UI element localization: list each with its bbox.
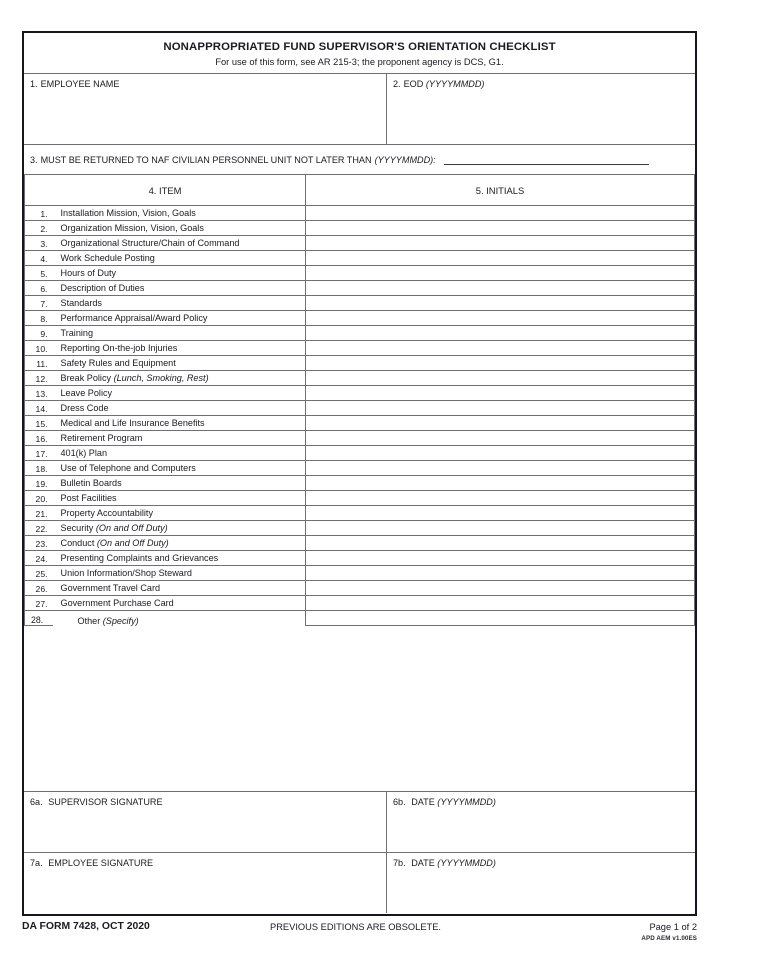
checklist-initials-cell[interactable] — [306, 536, 695, 551]
checklist-item-number: 12. — [25, 371, 53, 386]
checklist-item-hint: (On and Off Duty) — [95, 523, 168, 534]
checklist-item-text: Organization Mission, Vision, Goals — [60, 223, 204, 234]
checklist-item-number: 28. — [25, 611, 53, 626]
employee-date-label: DATE — [411, 858, 435, 869]
checklist-item-label — [53, 461, 306, 476]
eod-format-hint: (YYYYMMDD) — [425, 79, 485, 90]
checklist-item-label — [53, 251, 306, 266]
checklist-initials-cell[interactable] — [306, 611, 695, 626]
checklist-item-label-other — [53, 611, 306, 626]
checklist-row — [25, 356, 695, 371]
checklist-table — [24, 175, 695, 626]
checklist-initials-cell[interactable] — [306, 476, 695, 491]
checklist-item-number: 14. — [25, 401, 53, 416]
checklist-item-text: Installation Mission, Vision, Goals — [60, 208, 196, 219]
checklist-item-text: Presenting Complaints and Grievances — [60, 553, 219, 564]
checklist-row — [25, 416, 695, 431]
checklist-item-number: 2. — [25, 221, 53, 236]
checklist-item-text: Training — [60, 328, 94, 339]
checklist-initials-cell[interactable] — [306, 386, 695, 401]
employee-signature-row — [24, 853, 695, 913]
column-header-initials: 5. INITIALS — [306, 175, 695, 206]
supervisor-signature-field[interactable] — [24, 792, 387, 852]
checklist-item-label — [53, 341, 306, 356]
supervisor-date-number: 6b. — [393, 797, 406, 808]
checklist-item-number: 15. — [25, 416, 53, 431]
checklist-initials-cell[interactable] — [306, 266, 695, 281]
checklist-item-text: Break Policy — [60, 373, 112, 384]
checklist-item-label — [53, 551, 306, 566]
checklist-row — [25, 221, 695, 236]
checklist-item-number: 21. — [25, 506, 53, 521]
return-by-label: MUST BE RETURNED TO NAF CIVILIAN PERSONNEL UNIT NOT LATER THAN — [40, 154, 372, 165]
checklist-initials-cell[interactable] — [306, 461, 695, 476]
checklist-item-label — [53, 221, 306, 236]
checklist-initials-cell[interactable] — [306, 521, 695, 536]
checklist-row — [25, 311, 695, 326]
checklist-item-text: Union Information/Shop Steward — [60, 568, 192, 579]
checklist-initials-cell[interactable] — [306, 251, 695, 266]
checklist-row — [25, 251, 695, 266]
checklist-item-number: 9. — [25, 326, 53, 341]
checklist-initials-cell[interactable] — [306, 566, 695, 581]
checklist-body — [25, 206, 695, 626]
checklist-row — [25, 596, 695, 611]
checklist-item-number: 10. — [25, 341, 53, 356]
eod-label: EOD — [403, 79, 424, 90]
checklist-item-text: Performance Appraisal/Award Policy — [60, 313, 208, 324]
checklist-row — [25, 401, 695, 416]
checklist-row — [25, 371, 695, 386]
checklist-initials-cell[interactable] — [306, 491, 695, 506]
checklist-item-text: Description of Duties — [60, 283, 145, 294]
checklist-item-number: 4. — [25, 251, 53, 266]
column-header-item: 4. ITEM — [25, 175, 306, 206]
checklist-item-number: 18. — [25, 461, 53, 476]
checklist-item-label — [53, 296, 306, 311]
checklist-row — [25, 206, 695, 221]
supervisor-signature-row — [24, 792, 695, 853]
checklist-item-number: 23. — [25, 536, 53, 551]
checklist-row — [25, 506, 695, 521]
employee-name-number: 1. — [30, 79, 38, 90]
checklist-initials-cell[interactable] — [306, 506, 695, 521]
checklist-initials-cell[interactable] — [306, 221, 695, 236]
checklist-item-label — [53, 371, 306, 386]
checklist-initials-cell[interactable] — [306, 551, 695, 566]
eod-number: 2. — [393, 79, 401, 90]
checklist-item-label — [53, 236, 306, 251]
checklist-item-label — [53, 386, 306, 401]
checklist-row — [25, 491, 695, 506]
checklist-row-other — [25, 611, 695, 626]
checklist-item-text: Standards — [60, 298, 102, 309]
checklist-item-text: Reporting On-the-job Injuries — [60, 343, 178, 354]
checklist-item-number: 13. — [25, 386, 53, 401]
checklist-item-text: Post Facilities — [60, 493, 117, 504]
checklist-item-number: 27. — [25, 596, 53, 611]
page-number: Page 1 of 2 — [649, 922, 697, 932]
checklist-item-label — [53, 416, 306, 431]
checklist-initials-cell[interactable] — [306, 401, 695, 416]
checklist-item-number: 19. — [25, 476, 53, 491]
checklist-item-number: 20. — [25, 491, 53, 506]
checklist-item-number: 1. — [25, 206, 53, 221]
checklist-item-label — [53, 581, 306, 596]
checklist-row — [25, 581, 695, 596]
supervisor-date-format-hint: (YYYYMMDD) — [437, 797, 496, 808]
checklist-item-label — [53, 266, 306, 281]
checklist-item-number: 16. — [25, 431, 53, 446]
checklist-item-text: Government Travel Card — [60, 583, 161, 594]
checklist-item-label — [53, 536, 306, 551]
checklist-initials-cell[interactable] — [306, 446, 695, 461]
checklist-row — [25, 236, 695, 251]
checklist-item-label — [53, 596, 306, 611]
checklist-row — [25, 446, 695, 461]
checklist-initials-cell[interactable] — [306, 236, 695, 251]
checklist-item-text: Work Schedule Posting — [60, 253, 155, 264]
checklist-item-hint: (Lunch, Smoking, Rest) — [113, 373, 209, 384]
checklist-item-hint: (On and Off Duty) — [96, 538, 169, 549]
employee-date-number: 7b. — [393, 858, 406, 869]
checklist-initials-cell[interactable] — [306, 596, 695, 611]
checklist-item-label — [53, 446, 306, 461]
checklist-row — [25, 476, 695, 491]
checklist-item-hint: (Specify) — [102, 615, 139, 626]
checklist-initials-cell[interactable] — [306, 206, 695, 221]
checklist-item-number: 22. — [25, 521, 53, 536]
employee-name-field[interactable] — [24, 74, 387, 144]
checklist-item-text: 401(k) Plan — [60, 448, 108, 459]
checklist-item-label — [53, 506, 306, 521]
employee-signature-label: EMPLOYEE SIGNATURE — [48, 858, 154, 869]
checklist-initials-cell[interactable] — [306, 311, 695, 326]
form-number: DA FORM 7428, OCT 2020 — [22, 921, 150, 932]
checklist-row — [25, 296, 695, 311]
checklist-initials-cell[interactable] — [306, 341, 695, 356]
checklist-item-label — [53, 521, 306, 536]
checklist-item-text: Other — [77, 615, 101, 626]
checklist-item-label — [53, 206, 306, 221]
checklist-row — [25, 326, 695, 341]
employee-date-format-hint: (YYYYMMDD) — [437, 858, 496, 869]
checklist-item-text: Retirement Program — [60, 433, 143, 444]
supervisor-date-label: DATE — [411, 797, 435, 808]
checklist-row — [25, 431, 695, 446]
checklist-item-text: Conduct — [60, 538, 95, 549]
checklist-item-label — [53, 311, 306, 326]
checklist-item-text: Dress Code — [60, 403, 109, 414]
employee-signature-field[interactable] — [24, 853, 387, 913]
checklist-item-label — [53, 281, 306, 296]
supervisor-date-field[interactable] — [387, 792, 695, 852]
return-by-number: 3. — [30, 154, 38, 165]
form-footer — [22, 921, 732, 957]
checklist-row — [25, 551, 695, 566]
checklist-item-text: Bulletin Boards — [60, 478, 122, 489]
checklist-item-number: 8. — [25, 311, 53, 326]
employee-signature-number: 7a. — [30, 858, 43, 869]
title-block — [24, 33, 695, 74]
checklist-initials-cell[interactable] — [306, 296, 695, 311]
checklist-item-label — [53, 326, 306, 341]
checklist-initials-cell[interactable] — [306, 416, 695, 431]
apd-version: APD AEM v1.00ES — [641, 935, 697, 942]
checklist-item-number: 24. — [25, 551, 53, 566]
return-by-input[interactable] — [444, 155, 649, 165]
checklist-row — [25, 566, 695, 581]
checklist-item-text: Medical and Life Insurance Benefits — [60, 418, 205, 429]
supervisor-signature-number: 6a. — [30, 797, 43, 808]
checklist-item-text: Security — [60, 523, 94, 534]
checklist-item-number: 25. — [25, 566, 53, 581]
checklist-item-number: 5. — [25, 266, 53, 281]
form-box — [22, 31, 697, 916]
checklist-item-text: Use of Telephone and Computers — [60, 463, 196, 474]
employee-name-label: EMPLOYEE NAME — [40, 79, 120, 90]
return-by-format-hint: (YYYYMMDD): — [374, 154, 436, 165]
checklist-initials-cell[interactable] — [306, 371, 695, 386]
checklist-item-text: Hours of Duty — [60, 268, 117, 279]
checklist-item-label — [53, 566, 306, 581]
checklist-row — [25, 461, 695, 476]
return-by-row — [24, 145, 695, 175]
checklist-initials-cell[interactable] — [306, 281, 695, 296]
checklist-item-label — [53, 401, 306, 416]
eod-field[interactable] — [387, 74, 695, 144]
checklist-item-number: 26. — [25, 581, 53, 596]
checklist-initials-cell[interactable] — [306, 431, 695, 446]
checklist-item-text: Government Purchase Card — [60, 598, 174, 609]
checklist-item-text: Property Accountability — [60, 508, 154, 519]
checklist-item-number: 17. — [25, 446, 53, 461]
checklist-initials-cell[interactable] — [306, 326, 695, 341]
checklist-row — [25, 521, 695, 536]
checklist-item-label — [53, 491, 306, 506]
supervisor-signature-label: SUPERVISOR SIGNATURE — [48, 797, 163, 808]
other-specify-open-area[interactable] — [24, 626, 695, 792]
checklist-item-text: Organizational Structure/Chain of Command — [60, 238, 240, 249]
checklist-item-label — [53, 356, 306, 371]
checklist-row — [25, 341, 695, 356]
checklist-initials-cell[interactable] — [306, 581, 695, 596]
employee-date-field[interactable] — [387, 853, 695, 913]
checklist-item-number: 6. — [25, 281, 53, 296]
checklist-header-row — [25, 175, 695, 206]
checklist-item-number: 11. — [25, 356, 53, 371]
checklist-row — [25, 386, 695, 401]
checklist-item-text: Safety Rules and Equipment — [60, 358, 176, 369]
checklist-item-label — [53, 476, 306, 491]
checklist-item-number: 7. — [25, 296, 53, 311]
checklist-item-text: Leave Policy — [60, 388, 113, 399]
identity-row — [24, 74, 695, 145]
previous-editions-notice: PREVIOUS EDITIONS ARE OBSOLETE. — [270, 922, 442, 932]
form-title: NONAPPROPRIATED FUND SUPERVISOR'S ORIENTATION CHECKLIST — [163, 41, 556, 53]
checklist-item-number: 3. — [25, 236, 53, 251]
checklist-initials-cell[interactable] — [306, 356, 695, 371]
form-subtitle: For use of this form, see AR 215-3; the proponent agency is DCS, G1. — [215, 57, 504, 68]
checklist-row — [25, 266, 695, 281]
checklist-row — [25, 281, 695, 296]
checklist-row — [25, 536, 695, 551]
checklist-item-label — [53, 431, 306, 446]
